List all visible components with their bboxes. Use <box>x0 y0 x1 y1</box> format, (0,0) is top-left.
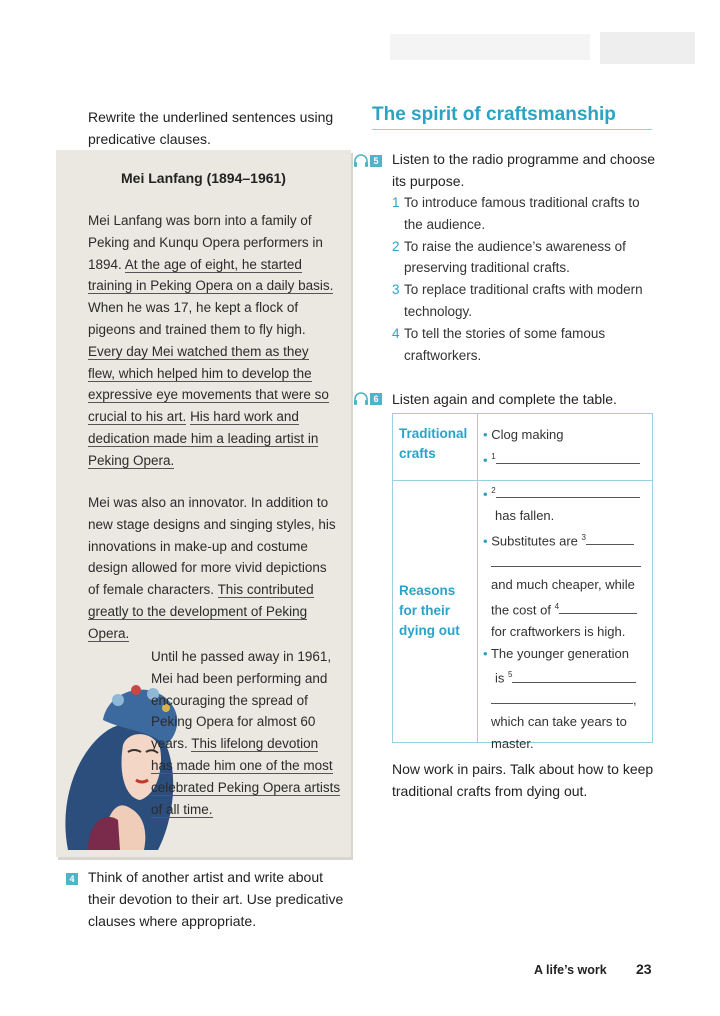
section-title: The spirit of craftsmanship <box>372 104 652 130</box>
footer-unit-title: A life’s work <box>534 963 607 977</box>
instruction-text: Rewrite the underlined sentences using predicative clauses. <box>88 109 334 147</box>
underlined-sentence: This contributed greatly to the development of Peking Opera. <box>88 582 314 641</box>
question-6-badge: 6 <box>370 393 382 405</box>
answer-blank-1[interactable] <box>496 449 640 464</box>
mei-lanfang-panel <box>56 150 351 857</box>
panel-title: Mei Lanfang (1894–1961) <box>121 170 286 186</box>
underlined-sentence: This lifelong devotion has made him one of the most celebrated Peking Opera artists of all time. <box>151 736 341 817</box>
underlined-sentence: Every day Mei watched them as they flew, which helped him to develop the expressive eye movements that were so crucial to his art. <box>88 343 329 425</box>
paragraph-2: Mei was also an innovator. In addition to new stage designs and singing styles, his innovations in make-up and costume design allowed for more vivid depictions of female characters. This contributed greatly to the development of Peking Opera. <box>88 495 336 641</box>
options-list <box>392 192 662 366</box>
underlined-sentence: At the age of eight, he started training in Peking Opera on a daily basis. <box>88 256 334 294</box>
question-4-badge: 4 <box>66 873 78 885</box>
page-number: 23 <box>636 961 652 977</box>
faded-header-banner <box>390 28 700 70</box>
answer-blank-3-continued[interactable] <box>491 552 641 567</box>
answer-blank-4[interactable] <box>559 599 637 614</box>
row-header-traditional-crafts: Traditional crafts <box>399 426 468 461</box>
answer-blank-2[interactable] <box>496 483 640 498</box>
question-6-text: Listen again and complete the table. <box>392 391 617 407</box>
pair-work-text: Now work in pairs. Talk about how to keep traditional crafts from dying out. <box>392 761 654 799</box>
paragraph-3: Until he passed away in 1961, Mei had been performing and encouraging the spread of Peking Opera for almost 60 years. This lifelong devotion has made him one of the most celebrated Peking Opera artists of all time. <box>151 649 341 817</box>
option-3[interactable]: 3 To replace traditional crafts with modern technology. <box>392 282 643 319</box>
answer-blank-5[interactable] <box>512 668 636 683</box>
question-5-text: Listen to the radio programme and choose its purpose. <box>392 151 656 189</box>
underlined-sentence: His hard work and dedication made him a leading artist in Peking Opera. <box>88 409 319 468</box>
cell-reasons: • $^2$ has fallen. • Substitutes are $^3$ and much cheaper, while the cost of $^4$ for craftworkers is high. • The younger generation is $^5$ , which can take years to master. <box>483 480 647 755</box>
headphones-icon[interactable] <box>353 154 369 168</box>
option-4[interactable]: 4 To tell the stories of some famous craftworkers. <box>392 325 606 363</box>
question-4-text: Think of another artist and write about their devotion to their art. Use predicative clauses where appropriate. <box>88 869 344 929</box>
question-5-badge: 5 <box>370 155 382 167</box>
crafts-table <box>392 413 653 752</box>
answer-blank-5-continued[interactable] <box>491 689 633 704</box>
option-2[interactable]: 2 To raise the audience’s awareness of preserving traditional crafts. <box>392 238 626 276</box>
option-1[interactable]: 1 To introduce famous traditional crafts to the audience. <box>392 195 640 232</box>
answer-blank-3[interactable] <box>586 530 634 545</box>
paragraph-1: Mei Lanfang was born into a family of Peking and Kunqu Opera performers in 1894. At the age of eight, he started training in Peking Opera on a daily basis. When he was 17, he kept a flock of pigeons and trained them to fly high. Every day Mei watched them as they flew, which helped him to develop the expressive eye movements that were so crucial to his art. His hard work and dedication made him a leading artist in Peking Opera. <box>88 213 334 468</box>
headphones-icon[interactable] <box>353 392 369 406</box>
row-header-reasons: Reasons for their dying out <box>399 583 460 638</box>
cell-traditional-crafts: • Clog making • $^1$ <box>483 424 647 471</box>
